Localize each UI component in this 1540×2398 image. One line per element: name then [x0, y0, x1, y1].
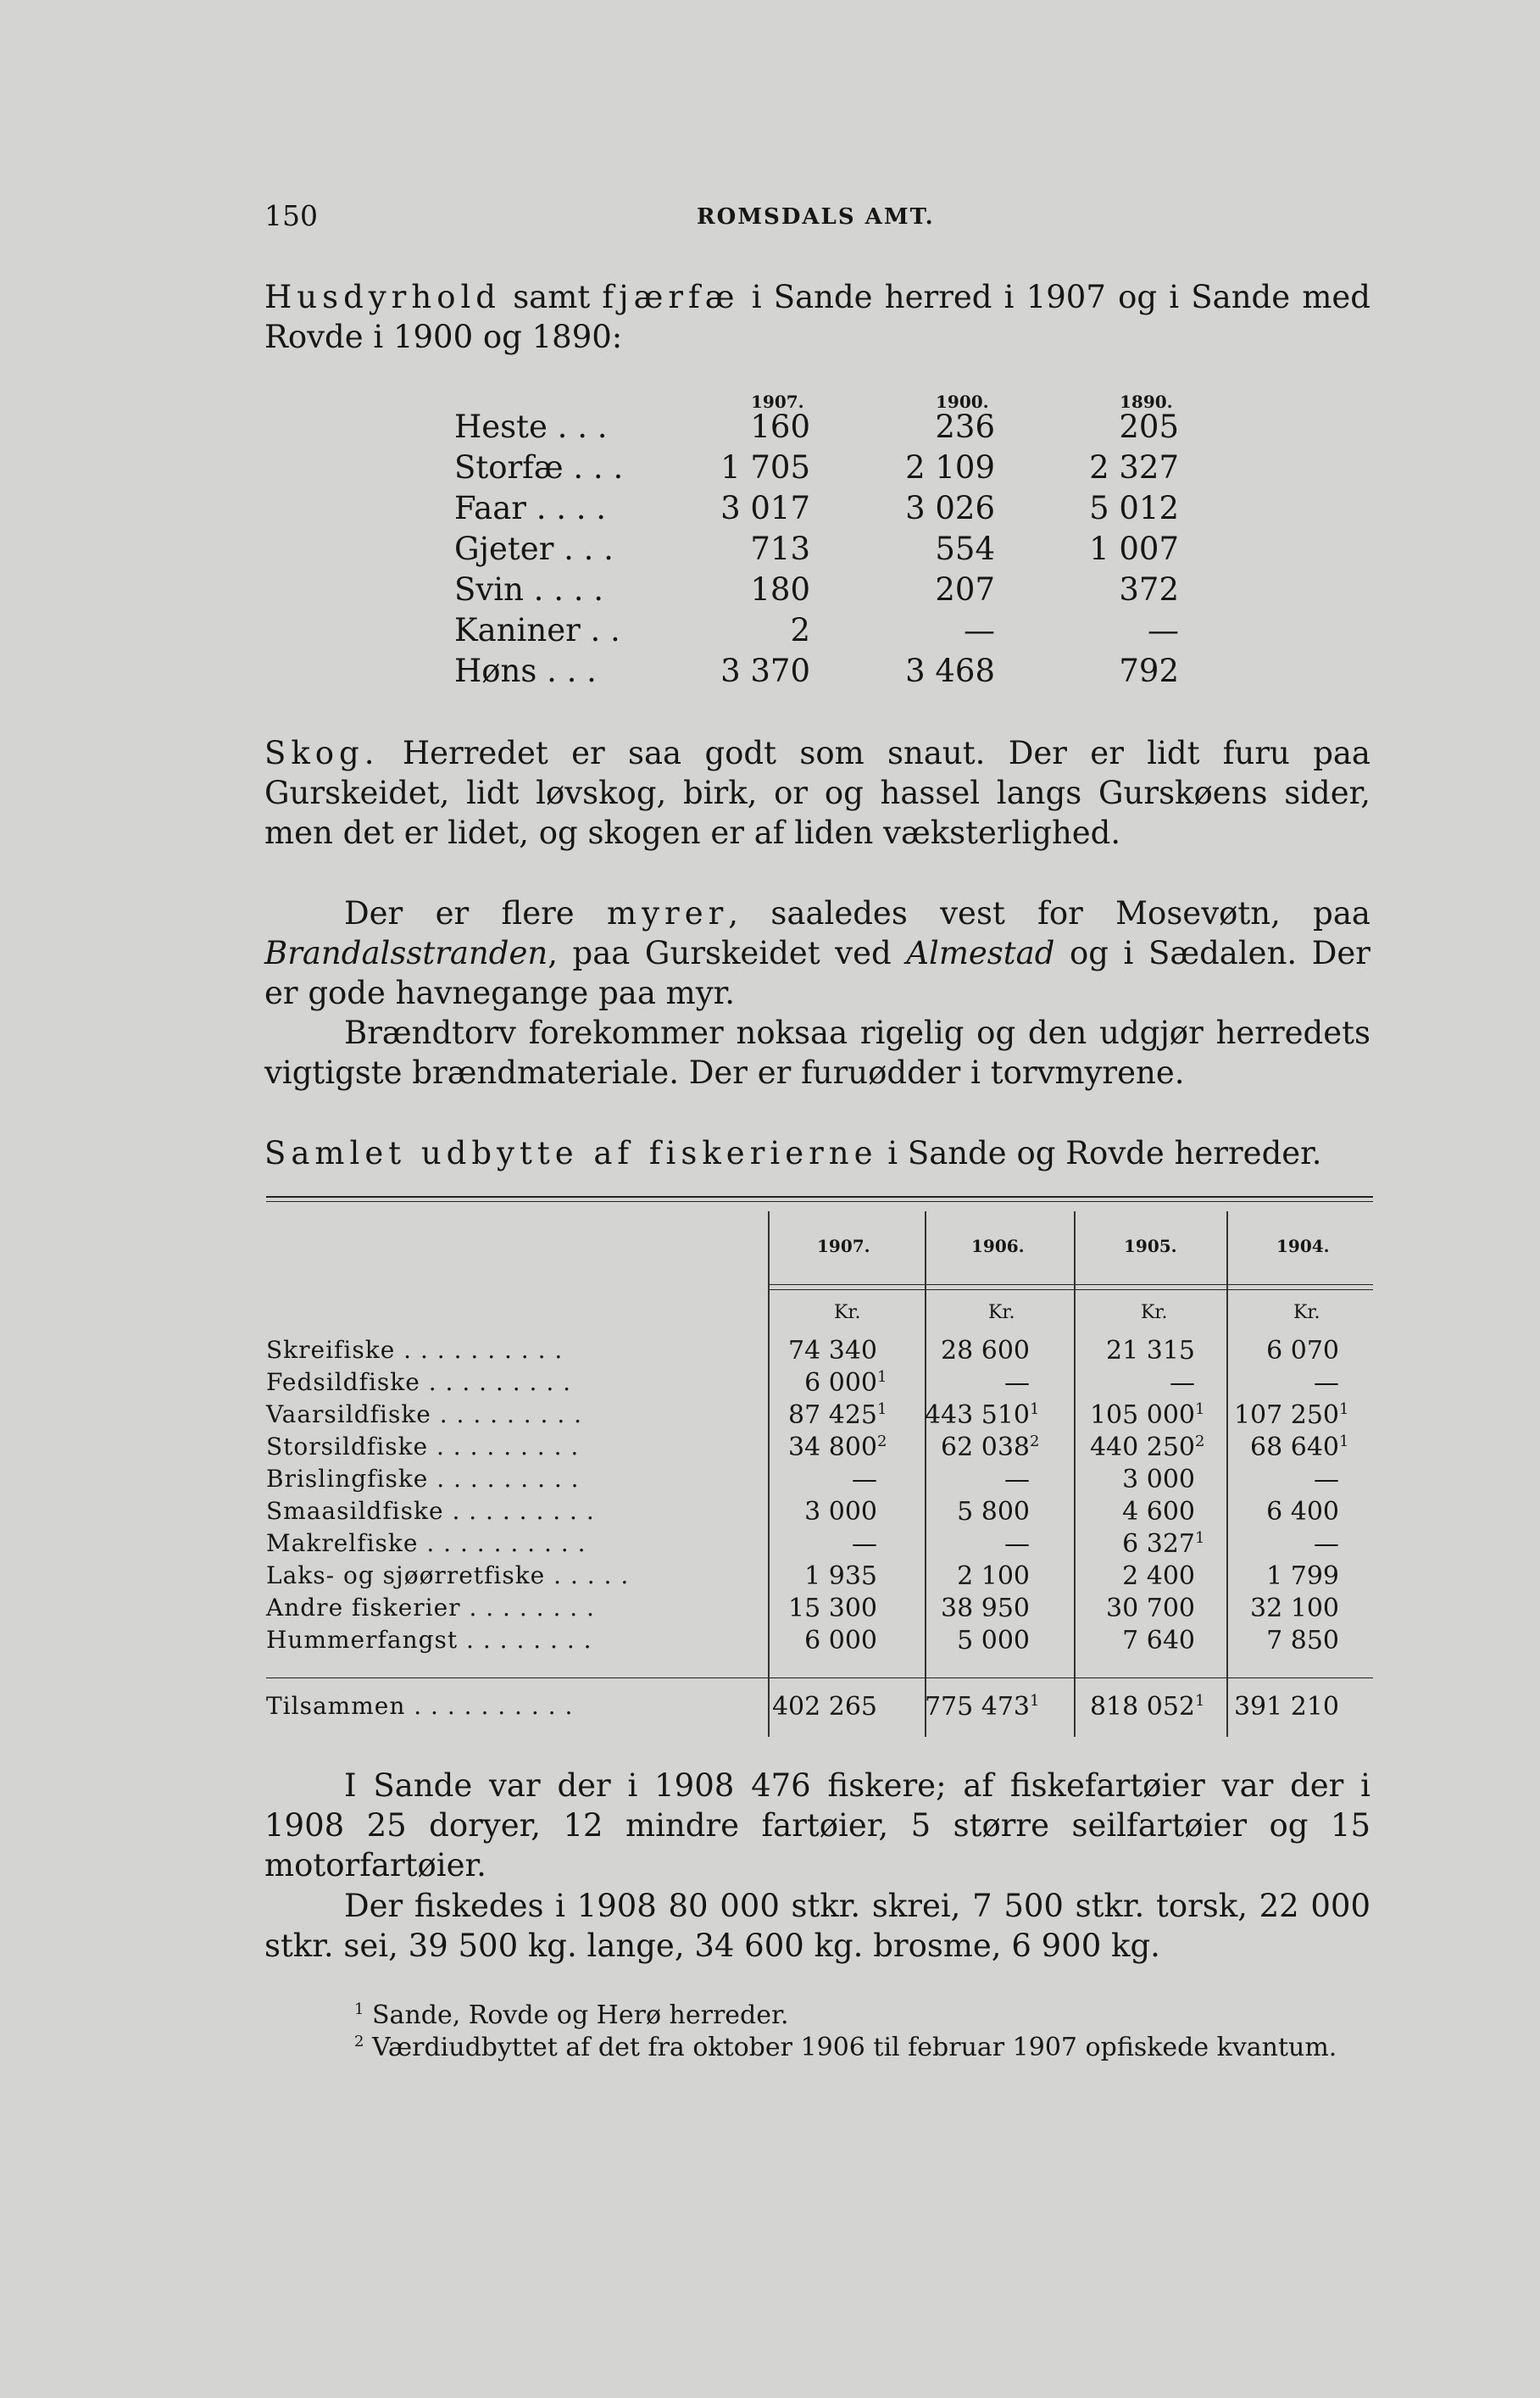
- year-1905-header: 1905.: [1124, 1236, 1177, 1256]
- paragraph-skog: Skog. Herredet er saa godt som snaut. Der er lidt furu paa Gurskeidet, lidt løvskog, birk, or og hassel langs Gurskøens sider, men det er lidet, og skogen er af liden væksterlighed.: [264, 735, 1370, 851]
- fishery-value: [1207, 1561, 1351, 1591]
- year-1900: 1900.: [936, 392, 989, 412]
- fishery-value: 62 $038^2$: [941, 1433, 1040, 1462]
- fishery-value: [1207, 1529, 1351, 1559]
- year-1904-header: 1904.: [1276, 1236, 1330, 1256]
- fishery-value: 818 $052^1$: [1089, 1692, 1205, 1722]
- fishery-value: [1207, 1368, 1351, 1398]
- value-text: —: [1314, 1529, 1339, 1559]
- livestock-value: 3 017: [720, 490, 810, 526]
- value-text: 2 400: [1122, 1561, 1195, 1591]
- fishery-value: 107 $250^1$: [1233, 1400, 1349, 1430]
- animal-name: Faar . . . .: [454, 490, 607, 526]
- fishery-label: Smaasildfiske . . . . . . . . .: [266, 1497, 595, 1525]
- fishery-label: Storsildfiske . . . . . . . . .: [266, 1433, 580, 1460]
- value-text: 4 600: [1122, 1497, 1195, 1527]
- paragraph-fishers: I Sande var der i 1908 476 fiskere; af fiskefartøier var der i 1908 25 doryer, 12 mindre fartøier, 5 større seilfartøier og 15 motorfartøier.: [264, 1767, 1370, 1883]
- paragraph-myrer: Der er flere myrer, saaledes vest for Mosevøtn, paa Brandalsstranden, paa Gurskeidet ved Almestad og i Sædalen. Der er gode havnegange paa myr.: [264, 895, 1370, 1011]
- fishery-value: [898, 1336, 1042, 1366]
- fishery-value: [1063, 1368, 1207, 1398]
- value-text: 87 425: [788, 1400, 877, 1430]
- fishery-value: [1207, 1497, 1351, 1527]
- fisheries-heading: Samlet udbytte af fiskerierne i Sande og Rovde herreder.: [264, 1135, 1322, 1171]
- livestock-value: 1 705: [720, 449, 810, 486]
- year-1890: 1890.: [1120, 392, 1173, 412]
- unit-label: Kr.: [988, 1302, 1015, 1323]
- value-text: 440 250: [1089, 1433, 1195, 1462]
- fishery-value: [1063, 1626, 1207, 1655]
- fishery-value: 68 $640^1$: [1250, 1433, 1349, 1462]
- livestock-value: 372: [1119, 571, 1179, 608]
- fishery-value: [745, 1692, 889, 1722]
- fishery-value: [1063, 1336, 1207, 1366]
- value-text: 34 800: [788, 1433, 877, 1462]
- value-text: 105 000: [1089, 1400, 1195, 1430]
- fishery-label: Hummerfangst . . . . . . . .: [266, 1626, 592, 1654]
- animal-name: Gjeter . . .: [454, 531, 614, 567]
- fishery-value: [898, 1561, 1042, 1591]
- livestock-value: 3 026: [905, 490, 995, 526]
- page-number: 150: [264, 199, 318, 232]
- animal-name: Storfæ . . .: [454, 449, 624, 486]
- table-top-rule-2: [266, 1201, 1373, 1202]
- fishery-value: 443 $510^1$: [924, 1400, 1040, 1430]
- value-text: 6 000: [804, 1626, 877, 1655]
- value-text: 5 000: [957, 1626, 1030, 1655]
- animal-name: Høns . . .: [454, 653, 597, 689]
- value-text: 443 510: [924, 1400, 1030, 1430]
- value-text: —: [1170, 1368, 1195, 1398]
- livestock-value: 236: [935, 409, 995, 445]
- value-text: 15 300: [788, 1594, 877, 1623]
- fishery-value: 87 $425^1$: [788, 1400, 887, 1430]
- value-text: —: [852, 1465, 877, 1494]
- livestock-value: 160: [750, 409, 810, 445]
- value-text: 818 052: [1089, 1692, 1195, 1722]
- year-1906-header: 1906.: [971, 1236, 1025, 1256]
- fishery-value: 6 $000^1$: [804, 1368, 887, 1398]
- year-1907-header: 1907.: [817, 1236, 870, 1256]
- fishery-value: 6 $327^1$: [1122, 1529, 1205, 1559]
- value-text: 2 100: [957, 1561, 1030, 1591]
- value-text: 21 315: [1106, 1336, 1195, 1366]
- fishery-value: 105 $000^1$: [1089, 1400, 1205, 1430]
- value-text: 74 340: [788, 1336, 877, 1366]
- value-text: 391 210: [1233, 1692, 1339, 1722]
- livestock-value: 2 109: [905, 449, 995, 486]
- animal-name: Heste . . .: [454, 409, 608, 445]
- value-text: 7 640: [1122, 1626, 1195, 1655]
- fishery-value: [898, 1465, 1042, 1494]
- value-text: —: [1004, 1368, 1030, 1398]
- footnote-1: $^1$ Sande, Rovde og Herø herreder.: [354, 2000, 789, 2030]
- value-text: 38 950: [941, 1594, 1030, 1623]
- livestock-value: 2 327: [1089, 449, 1179, 486]
- livestock-value: 1 007: [1089, 531, 1179, 567]
- fishery-value: [898, 1529, 1042, 1559]
- value-text: 32 100: [1250, 1594, 1339, 1623]
- fishery-value: [745, 1497, 889, 1527]
- unit-label: Kr.: [834, 1302, 861, 1323]
- footnote-2: $^2$ Værdiudbyttet af det fra oktober 1906 til februar 1907 opfiskede kvantum.: [354, 2033, 1337, 2062]
- value-text: 3 000: [1122, 1465, 1195, 1494]
- fishery-label: Andre fiskerier . . . . . . . .: [266, 1594, 595, 1622]
- livestock-value: 207: [935, 571, 995, 608]
- fishery-value: [1207, 1626, 1351, 1655]
- fishery-value: [1063, 1497, 1207, 1527]
- fishery-value: [898, 1626, 1042, 1655]
- paragraph-torv: Brændtorv forekommer noksaa rigelig og den udgjør herredets vigtigste brændmateriale. Der er furuødder i torvmyrene.: [264, 1015, 1370, 1091]
- value-text: 5 800: [957, 1497, 1030, 1527]
- value-text: 107 250: [1233, 1400, 1339, 1430]
- value-text: 6 000: [804, 1368, 877, 1398]
- value-text: 28 600: [941, 1336, 1030, 1366]
- fishery-label: Laks- og sjøørretfiske . . . . .: [266, 1561, 630, 1589]
- fishery-value: [898, 1368, 1042, 1398]
- value-text: 7 850: [1266, 1626, 1339, 1655]
- livestock-intro: Husdyrhold samt fjærfæ i Sande herred i 1907 og i Sande med Rovde i 1900 og 1890:: [264, 279, 1370, 355]
- fishery-value: [745, 1626, 889, 1655]
- unit-label: Kr.: [1141, 1302, 1168, 1323]
- livestock-value: 180: [750, 571, 810, 608]
- fishery-value: [898, 1594, 1042, 1623]
- fishery-value: [745, 1465, 889, 1494]
- header-rule-2: [768, 1289, 1373, 1290]
- fishery-value: [1207, 1692, 1351, 1722]
- value-text: 68 640: [1250, 1433, 1339, 1462]
- value-text: 1 799: [1266, 1561, 1339, 1591]
- value-text: —: [1004, 1465, 1030, 1494]
- fishery-value: [745, 1561, 889, 1591]
- value-text: 3 000: [804, 1497, 877, 1527]
- fishery-label: Tilsammen . . . . . . . . . .: [266, 1692, 574, 1720]
- table-top-rule: [266, 1196, 1373, 1198]
- fishery-value: [745, 1336, 889, 1366]
- value-text: 1 935: [804, 1561, 877, 1591]
- livestock-value: 3 370: [720, 653, 810, 689]
- year-1907: 1907.: [751, 392, 804, 412]
- fishery-value: [1207, 1465, 1351, 1494]
- livestock-value: 3 468: [905, 653, 995, 689]
- fishery-label: Fedsildfiske . . . . . . . . .: [266, 1368, 572, 1396]
- value-text: 6 400: [1266, 1497, 1339, 1527]
- fishery-value: 34 $800^2$: [788, 1433, 887, 1462]
- fishery-value: [1063, 1561, 1207, 1591]
- livestock-value: 554: [935, 531, 995, 567]
- fishery-value: [898, 1497, 1042, 1527]
- fishery-label: Makrelfiske . . . . . . . . . .: [266, 1529, 587, 1557]
- livestock-value: 792: [1119, 653, 1179, 689]
- fishery-value: 440 $250^2$: [1089, 1433, 1205, 1462]
- fishery-value: 775 $473^1$: [924, 1692, 1040, 1722]
- header-rule: [768, 1284, 1373, 1285]
- fishery-label: Vaarsildfiske . . . . . . . . .: [266, 1400, 583, 1428]
- fishery-value: [1207, 1594, 1351, 1623]
- livestock-value: 205: [1119, 409, 1179, 445]
- value-text: 6 327: [1122, 1529, 1195, 1559]
- value-text: 6 070: [1266, 1336, 1339, 1366]
- livestock-value: —: [964, 612, 995, 648]
- livestock-value: 2: [790, 612, 810, 648]
- animal-name: Kaniner . .: [454, 612, 620, 648]
- livestock-value: 713: [750, 531, 810, 567]
- value-text: —: [1314, 1465, 1339, 1494]
- fishery-label: Brislingfiske . . . . . . . . .: [266, 1465, 580, 1493]
- fishery-value: [1063, 1465, 1207, 1494]
- fishery-value: [1207, 1336, 1351, 1366]
- value-text: 775 473: [924, 1692, 1030, 1722]
- livestock-value: —: [1148, 612, 1179, 648]
- animal-name: Svin . . . .: [454, 571, 604, 608]
- fishery-value: [745, 1529, 889, 1559]
- value-text: —: [1314, 1368, 1339, 1398]
- value-text: —: [852, 1529, 877, 1559]
- value-text: 62 038: [941, 1433, 1030, 1462]
- value-text: 402 265: [771, 1692, 877, 1722]
- paragraph-catch: Der fiskedes i 1908 80 000 stkr. skrei, 7 500 stkr. torsk, 22 000 stkr. sei, 39 500 kg. lange, 34 600 kg. brosme, 6 900 kg.: [264, 1888, 1370, 1964]
- fishery-value: [1063, 1594, 1207, 1623]
- fishery-value: [745, 1594, 889, 1623]
- livestock-value: 5 012: [1089, 490, 1179, 526]
- total-rule: [266, 1677, 1373, 1678]
- value-text: 30 700: [1106, 1594, 1195, 1623]
- fishery-label: Skreifiske . . . . . . . . . .: [266, 1336, 564, 1364]
- value-text: —: [1004, 1529, 1030, 1559]
- unit-label: Kr.: [1293, 1302, 1320, 1323]
- running-title: ROMSDALS AMT.: [697, 204, 935, 230]
